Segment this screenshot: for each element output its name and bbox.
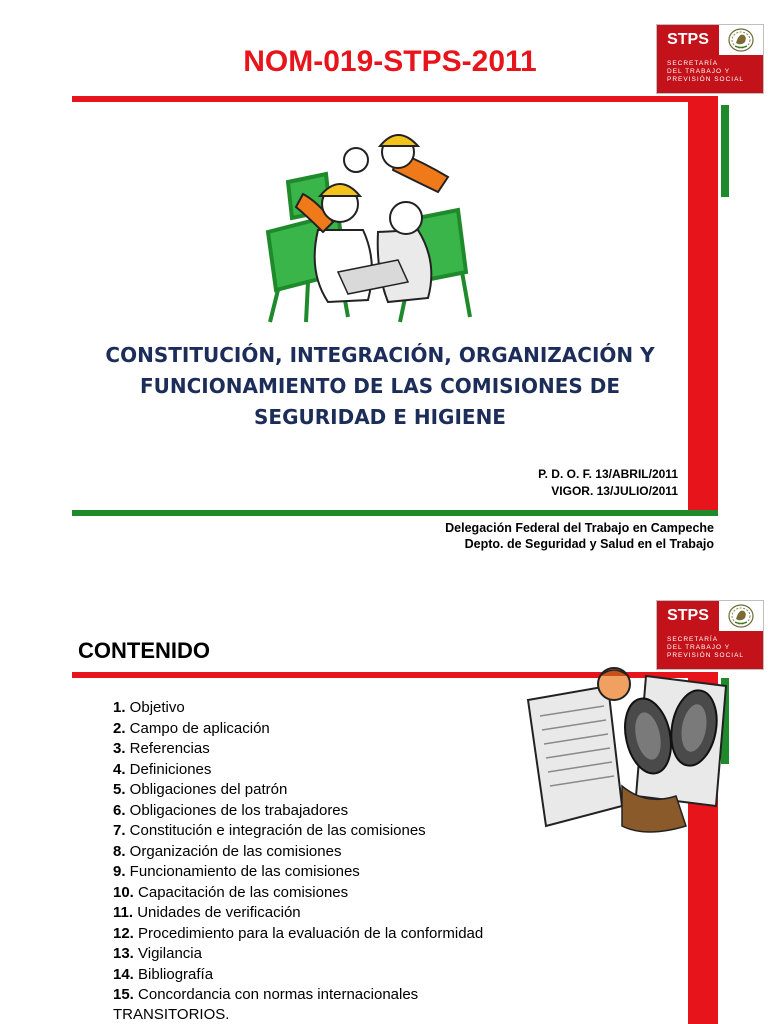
contents-list — [113, 698, 483, 1006]
list-item: 7. Constitución e integración de las comisiones — [113, 822, 426, 839]
list-item: 1. Objetivo — [113, 699, 185, 716]
list-item: 2. Campo de aplicación — [113, 719, 270, 737]
slide-contents — [0, 596, 768, 1024]
list-item: 14. Bibliografía — [113, 965, 214, 983]
stps-brand: STPS — [657, 601, 719, 631]
bottom-green-rule — [72, 510, 718, 516]
list-item: 9. Funcionamiento de las comisiones — [113, 863, 360, 880]
list-item: 13. Vigilancia — [113, 945, 202, 962]
list-item: 8. Organización de las comisiones — [113, 842, 342, 860]
contents-heading: CONTENIDO — [78, 638, 210, 663]
mexico-seal-icon — [719, 601, 763, 631]
right-red-band — [688, 96, 718, 516]
document-subtitle: CONSTITUCIÓN, INTEGRACIÓN, ORGANIZACIÓN Y FUNCIONAMIENTO DE LAS COMISIONES DE SEGURIDAD E HIGIENE — [105, 343, 655, 429]
list-item: 3. Referencias — [113, 740, 210, 757]
newspaper-reader-illustration — [526, 656, 736, 842]
list-item: 11. Unidades de verificación — [113, 904, 301, 921]
mexico-seal-icon — [719, 25, 763, 55]
transitorios-label: TRANSITORIOS. — [113, 1006, 230, 1023]
list-item: 4. Definiciones — [113, 760, 212, 778]
title-red-rule — [72, 96, 696, 102]
stps-subtitle: SECRETARÍA DEL TRABAJO Y PREVISIÓN SOCIAL — [657, 631, 763, 669]
list-item: 12. Procedimiento para la evaluación de la conformidad — [113, 924, 484, 942]
list-item: 10. Capacitación de las comisiones — [113, 883, 349, 901]
publication-dates: P. D. O. F. 13/ABRIL/2011 VIGOR. 13/JULIO/2011 — [538, 467, 678, 498]
document-title: NOM-019-STPS-2011 — [243, 45, 537, 78]
right-green-band — [721, 105, 729, 197]
delegation-info: Delegación Federal del Trabajo en Campeche Depto. de Seguridad y Salud en el Trabajo — [445, 521, 714, 551]
list-item: 15. Concordancia con normas internacionales — [113, 986, 419, 1003]
stps-brand: STPS — [657, 25, 719, 55]
list-item: 5. Obligaciones del patrón — [113, 781, 288, 798]
list-item: 6. Obligaciones de los trabajadores — [113, 801, 349, 819]
stps-logo — [656, 24, 764, 94]
slide-gap — [0, 568, 768, 596]
committee-meeting-illustration — [248, 122, 488, 324]
stps-subtitle: SECRETARÍA DEL TRABAJO Y PREVISIÓN SOCIAL — [657, 55, 763, 93]
